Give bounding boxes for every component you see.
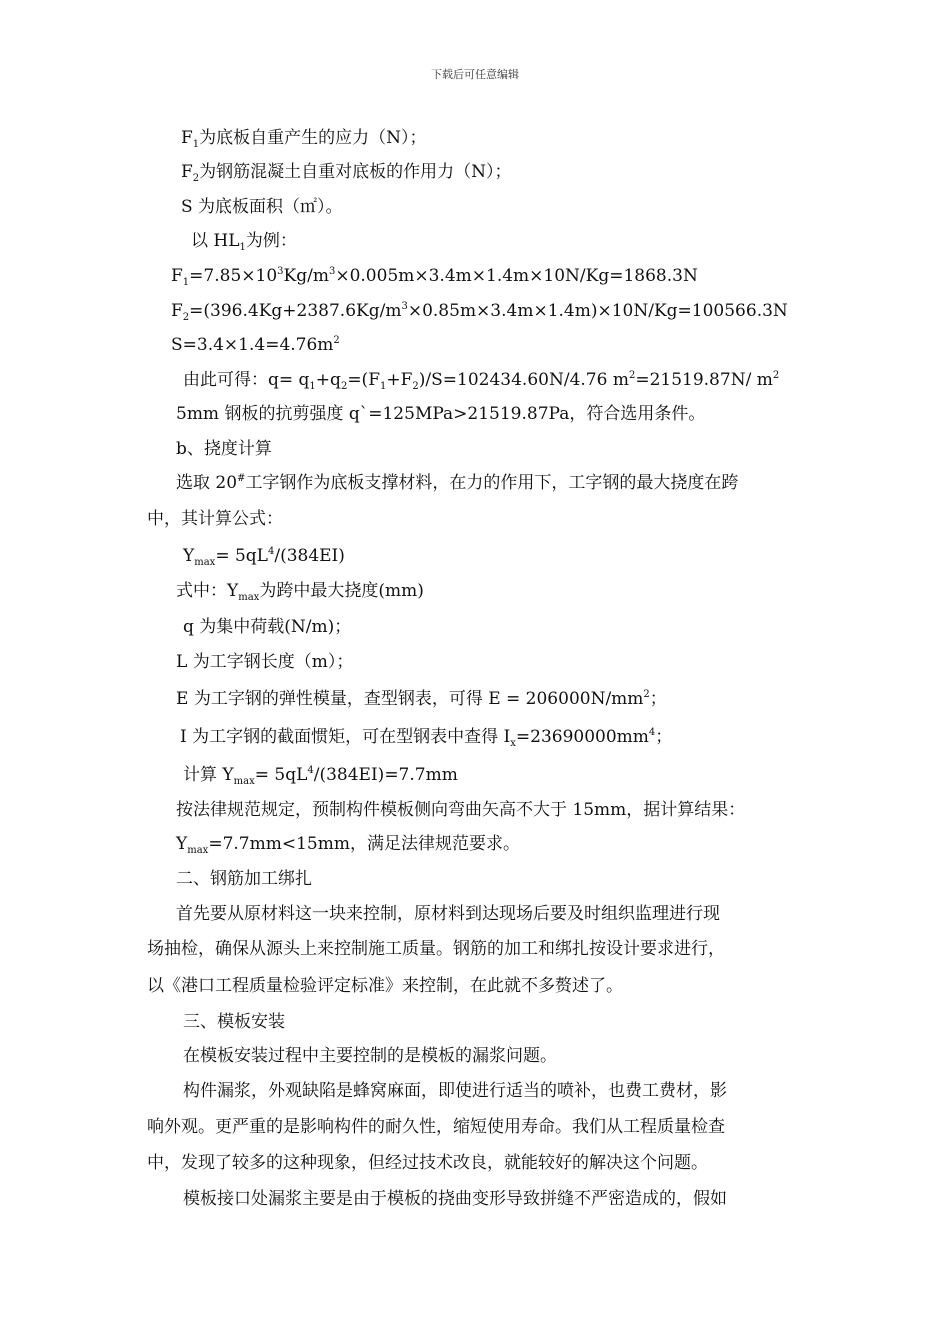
text-line-ymax-definition: 式中：$Y_{max}$为跨中最大挠度(mm) bbox=[176, 581, 424, 603]
formula-f2: $F_2=(396.4Kg+2387.6Kg/m^3\times 0.85m\times 3.4m\times 1.4m)\times 10N/Kg=100566.3N$ bbox=[171, 301, 788, 323]
formula-s: $S=3.4\times 1.4=4.76m^2$ bbox=[171, 335, 340, 355]
page-header-note: 下载后可任意编辑 bbox=[431, 68, 519, 81]
text-line-f2-definition: $F_2$为钢筋混凝土自重对底板的作用力（N）； bbox=[181, 162, 512, 184]
paragraph-line: 按法律规范规定，预制构件模板侧向弯曲矢高不大于 15mm，据计算结果： bbox=[176, 800, 746, 820]
text-line-f1-definition: $F_1$为底板自重产生的应力（N）； bbox=[181, 128, 427, 150]
formula-ymax-result: 计算 $Y_{max}= 5qL^4/(384EI)=7.7mm$ bbox=[183, 765, 458, 787]
section-heading-formwork: 三、模板安装 bbox=[183, 1012, 285, 1032]
paragraph-line: 中，其计算公式： bbox=[147, 509, 283, 529]
formula-q-result: 由此可得：$q= q_1+q_2=(F_1+F_2)/S=102434.60N/4.76$ $m^2=21519.87N/$ $m^2$ bbox=[183, 370, 780, 392]
paragraph-line: 响外观。更严重的是影响构件的耐久性，缩短使用寿命。我们从工程质量检查 bbox=[147, 1117, 725, 1137]
text-line-l-definition: L 为工字钢长度（m）； bbox=[176, 652, 354, 672]
paragraph-line: 选取 20#工字钢作为底板支撑材料，在力的作用下，工字钢的最大挠度在跨 bbox=[176, 473, 739, 493]
text-line-e-definition: E 为工字钢的弹性模量，查型钢表，可得 $E = 206000N/mm^2$； bbox=[176, 689, 667, 709]
section-heading-rebar: 二、钢筋加工绑扎 bbox=[176, 869, 312, 889]
text-line-i-definition: I 为工字钢的截面惯矩，可在型钢表中查得 $I_x=23690000mm^4$； bbox=[180, 727, 673, 749]
formula-f1: $F_1=7.85\times 10^3Kg/m^3\times 0.005m\times 3.4m\times 1.4m\times 10N/Kg=1868.3N$ bbox=[171, 266, 698, 288]
text-line-conclusion: $Y_{max}=7.7mm<15mm$，满足法律规范要求。 bbox=[176, 834, 520, 856]
paragraph-line: 在模板安装过程中主要控制的是模板的漏浆问题。 bbox=[183, 1046, 557, 1066]
text-line-s-definition: S 为底板面积（㎡）。 bbox=[181, 197, 343, 217]
paragraph-line: 以《港口工程质量检验评定标准》来控制，在此就不多赘述了。 bbox=[147, 976, 623, 996]
paragraph-line: 首先要从原材料这一块来控制，原材料到达现场后要及时组织监理进行现 bbox=[176, 904, 720, 924]
paragraph-line: 场抽检，确保从源头上来控制施工质量。钢筋的加工和绑扎按设计要求进行， bbox=[147, 939, 725, 959]
paragraph-line: 中，发现了较多的这种现象，但经过技术改良，就能较好的解决这个问题。 bbox=[147, 1153, 708, 1173]
formula-ymax: $Y_{max}= 5qL^4/(384EI)$ bbox=[183, 546, 345, 568]
text-line-shear-strength: 5mm 钢板的抗剪强度 q`=125MPa>21519.87Pa，符合选用条件。 bbox=[176, 404, 706, 424]
section-heading-deflection: b、挠度计算 bbox=[176, 439, 272, 459]
text-line-example-intro: 以 $HL_1$为例： bbox=[191, 231, 297, 253]
text-line-q-definition: q 为集中荷载(N/m)； bbox=[183, 617, 352, 637]
paragraph-line: 模板接口处漏浆主要是由于模板的挠曲变形导致拼缝不严密造成的，假如 bbox=[183, 1189, 727, 1209]
paragraph-line: 构件漏浆，外观缺陷是蜂窝麻面，即使进行适当的喷补，也费工费材，影 bbox=[183, 1081, 727, 1101]
